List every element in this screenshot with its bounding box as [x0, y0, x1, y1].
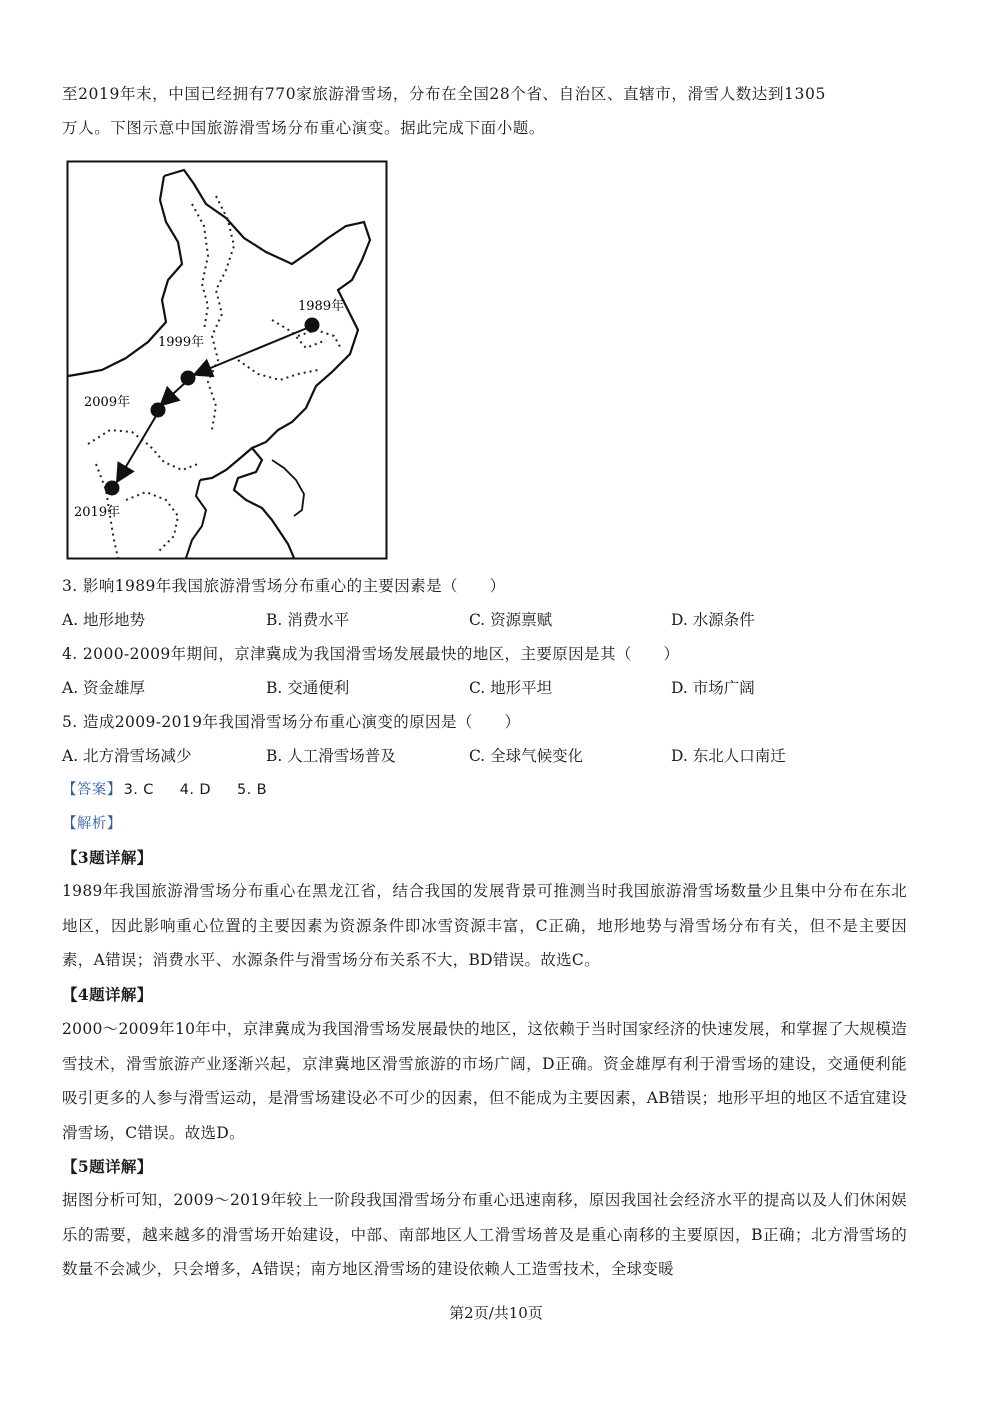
page-footer: 第2页/共10页 — [449, 1304, 543, 1322]
q4-option-a[interactable]: A. 资金雄厚 — [62, 679, 146, 697]
q5-option-d[interactable]: D. 东北人口南迁 — [671, 747, 786, 765]
center-dot-2009 — [151, 403, 166, 418]
arrow-1989-1999 — [196, 326, 312, 374]
question-3: 3. 影响1989年我国旅游滑雪场分布重心的主要因素是（ ） — [62, 577, 506, 595]
map-frame — [68, 162, 387, 559]
detail-4-title: 【4题详解】 — [62, 985, 153, 1004]
q3-option-b[interactable]: B. 消费水平 — [266, 611, 350, 629]
intro-line-1: 至2019年末，中国已经拥有770家旅游滑雪场，分布在全国28个省、自治区、直辖市，滑雪人数达到1305 — [62, 85, 826, 103]
label-1999: 1999年 — [158, 335, 205, 350]
question-4: 4. 2000-2009年期间，京津冀成为我国滑雪场发展最快的地区，主要原因是其（ ） — [62, 645, 680, 663]
ski-resort-center-map — [66, 160, 388, 560]
intro-line-2: 万人。下图示意中国旅游滑雪场分布重心演变。据此完成下面小题。 — [62, 119, 546, 137]
border-line — [164, 170, 370, 480]
province-boundary-1 — [208, 196, 234, 430]
answer-3: 3. C — [123, 782, 154, 798]
label-2019: 2019年 — [74, 505, 121, 520]
answer-4: 4. D — [179, 782, 211, 798]
answer-tag: 【答案】 — [62, 782, 122, 798]
q5-option-b[interactable]: B. 人工滑雪场普及 — [266, 747, 396, 765]
q4-option-b[interactable]: B. 交通便利 — [266, 679, 350, 697]
peninsula — [272, 460, 304, 516]
province-boundary-2 — [192, 204, 208, 330]
arrow-2009-2019 — [118, 416, 156, 480]
coastline — [234, 448, 294, 558]
answer-line — [62, 780, 267, 800]
q3-option-c[interactable]: C. 资源禀赋 — [469, 611, 553, 629]
analysis-tag: 【解析】 — [62, 816, 122, 832]
answer-5: 5. B — [237, 782, 267, 798]
q3-option-d[interactable]: D. 水源条件 — [671, 611, 755, 629]
detail-3-title: 【3题详解】 — [62, 848, 153, 867]
arrow-1999-2009 — [162, 382, 186, 404]
center-dot-1989 — [305, 318, 320, 333]
q4-option-d[interactable]: D. 市场广阔 — [671, 679, 755, 697]
detail-5-text: 据图分析可知，2009～2019年较上一阶段我国滑雪场分布重心迅速南移，原因我国社会经济水平的提高以及人们休闲娱乐的需要，越来越多的滑雪场开始建设，中部、南部地区人工滑雪场普及是重心南移的主要原因，B正确；北方滑雪场的数量不会减少，只会增多，A错误；南方地区滑雪场的建设依赖人工造雪技术，全球变暖 — [62, 1191, 907, 1278]
q5-option-c[interactable]: C. 全球气候变化 — [469, 747, 584, 765]
detail-3-text: 1989年我国旅游滑雪场分布重心在黑龙江省，结合我国的发展背景可推测当时我国旅游滑雪场数量少且集中分布在东北地区，因此影响重心位置的主要因素为资源条件即冰雪资源丰富，C正确，地形地势与滑雪场分布有关，但不是主要因素，A错误；消费水平、水源条件与滑雪场分布关系不大，BD错误。故选C。 — [62, 882, 907, 969]
label-1989: 1989年 — [298, 299, 345, 314]
label-2009: 2009年 — [84, 395, 131, 410]
q4-option-c[interactable]: C. 地形平坦 — [469, 679, 553, 697]
detail-5-title: 【5题详解】 — [62, 1157, 153, 1176]
q5-option-a[interactable]: A. 北方滑雪场减少 — [62, 747, 192, 765]
question-5: 5. 造成2009-2019年我国滑雪场分布重心演变的原因是（ ） — [62, 713, 521, 731]
coastline-2 — [186, 480, 206, 558]
province-boundary-8 — [126, 492, 178, 552]
center-dot-1999 — [181, 371, 196, 386]
province-boundary-3 — [238, 360, 318, 380]
center-dot-2019 — [105, 481, 120, 496]
q3-option-a[interactable]: A. 地形地势 — [62, 611, 146, 629]
detail-4-text: 2000～2009年10年中，京津冀成为我国滑雪场发展最快的地区，这依赖于当时国家经济的快速发展，和掌握了大规模造雪技术，滑雪旅游产业逐渐兴起，京津冀地区滑雪旅游的市场广阔，D正确。资金雄厚有利于滑雪场的建设，交通便利能吸引更多的人参与滑雪运动，是滑雪场建设必不可少的因素，但不能成为主要因素，AB错误；地形平坦的地区不适宜建设滑雪场，C错误。故选D。 — [62, 1020, 907, 1142]
